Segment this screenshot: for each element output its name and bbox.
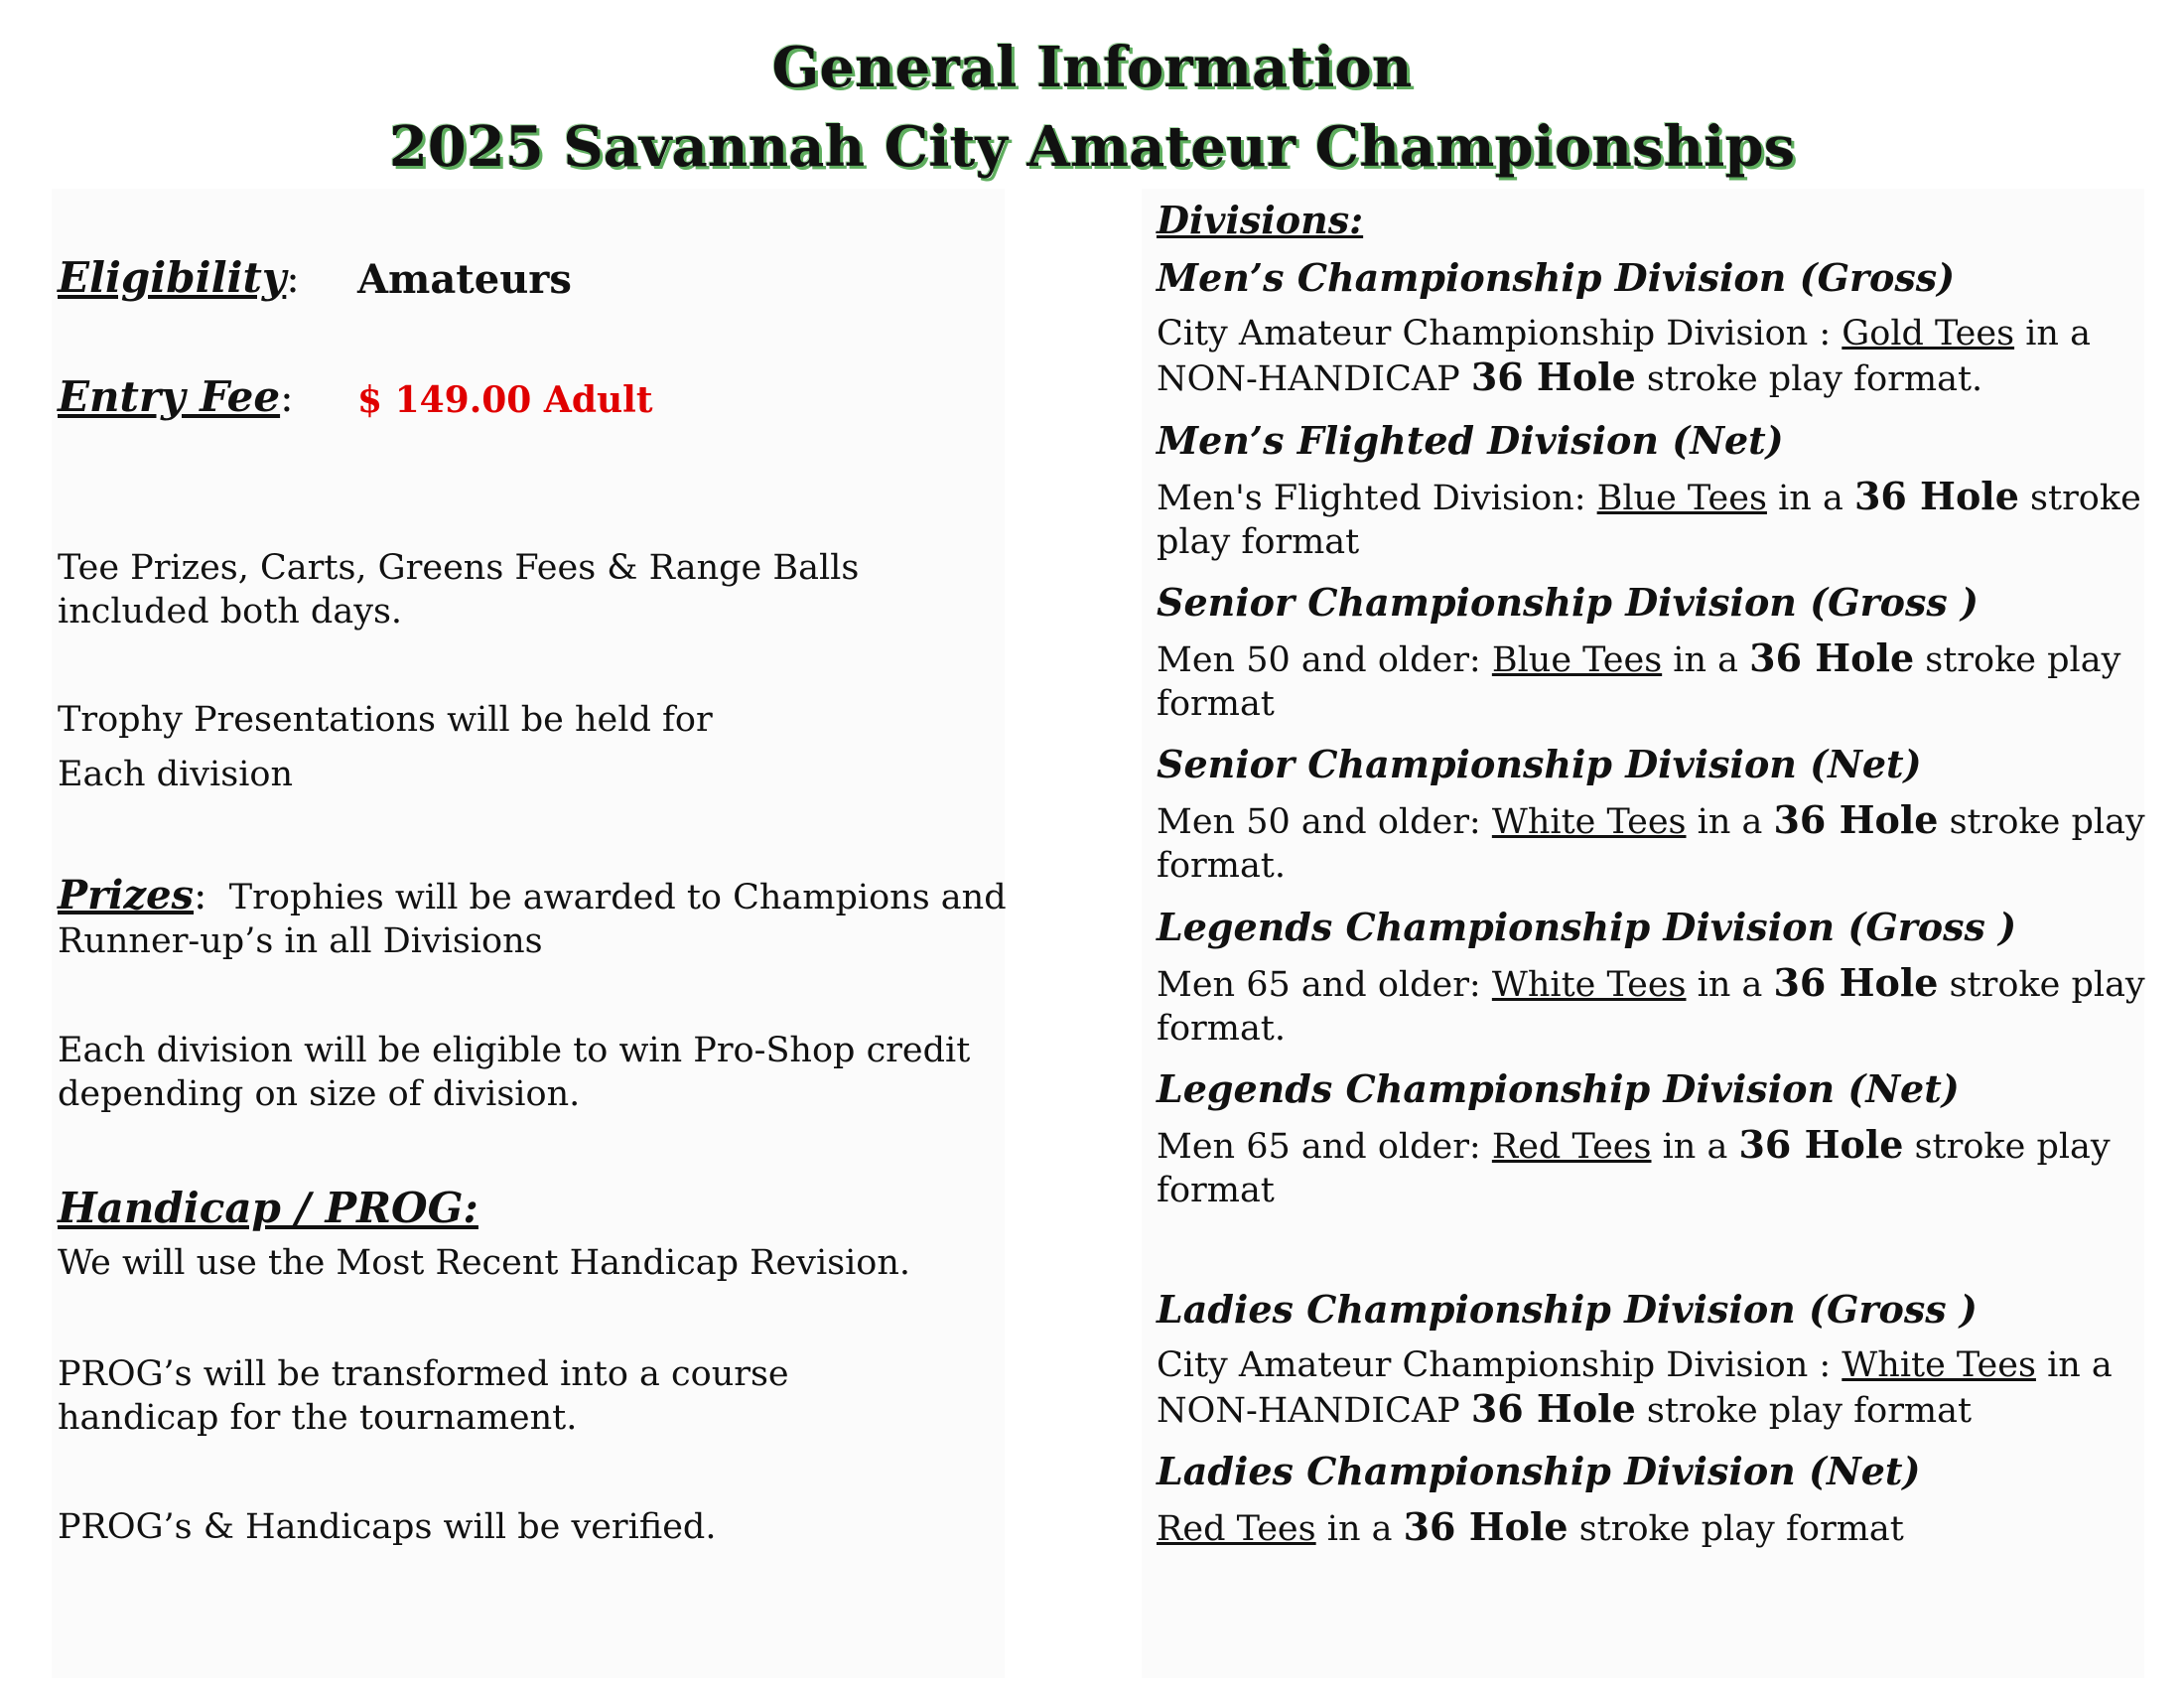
division-middle: in a NON-HANDICAP: [1157, 314, 2091, 399]
division-prefix: Men's Flighted Division:: [1157, 479, 1597, 518]
trophy-text-line1: Trophy Presentations will be held for: [58, 700, 713, 740]
division-middle: in a: [1662, 640, 1750, 680]
entry-fee-label: Entry Fee: [58, 372, 281, 421]
division-tee: Red Tees: [1157, 1509, 1316, 1549]
division-suffix: stroke play format: [1568, 1509, 1904, 1549]
eligibility-row: Eligibility:: [58, 253, 300, 302]
division-hole-count: 36 Hole: [1749, 635, 1915, 680]
division-description: [1157, 1505, 2149, 1551]
division-middle: in a: [1686, 965, 1774, 1005]
division-middle: in a NON-HANDICAP: [1157, 1345, 2113, 1431]
trophy-text-line2: Each division: [58, 755, 294, 794]
division-tee: White Tees: [1491, 965, 1687, 1005]
division-description: [1157, 636, 2149, 726]
division-suffix: stroke play format: [1157, 1127, 2111, 1210]
division-heading: Men’s Flighted Division (Net): [1157, 418, 1784, 463]
division-hole-count: 36 Hole: [1403, 1504, 1569, 1549]
division-heading: Men’s Championship Division (Gross): [1157, 255, 1956, 300]
division-middle: in a: [1686, 802, 1774, 842]
division-suffix: stroke play format.: [1157, 802, 2145, 886]
handicap-label: Handicap / PROG:: [58, 1184, 478, 1232]
division-hole-count: 36 Hole: [1773, 797, 1939, 842]
division-tee: White Tees: [1842, 1345, 2036, 1385]
proshop-text: Each division will be eligible to win Pro-Shop credit depending on size of division.: [58, 1031, 971, 1114]
prizes-text: Trophies will be awarded to Champions and Runner-up’s in all Divisions: [58, 878, 1007, 961]
division-suffix: stroke play format: [1157, 640, 2121, 724]
verify-text: PROG’s & Handicaps will be verified.: [58, 1507, 717, 1547]
divisions-heading: [1157, 199, 1363, 242]
division-description: [1157, 1343, 2149, 1433]
prog-text: PROG’s will be transformed into a course handicap for the tournament.: [58, 1354, 789, 1438]
division-hole-count: 36 Hole: [1470, 1386, 1636, 1431]
handicap-text: We will use the Most Recent Handicap Revision.: [58, 1243, 911, 1283]
division-heading: Ladies Championship Division (Gross ): [1157, 1287, 1978, 1332]
division-heading: Legends Championship Division (Gross ): [1157, 905, 2017, 949]
division-tee: White Tees: [1491, 802, 1687, 842]
division-hole-count: 36 Hole: [1738, 1122, 1904, 1167]
division-prefix: Men 50 and older:: [1157, 640, 1492, 680]
included-text: Tee Prizes, Carts, Greens Fees & Range Balls included both days.: [58, 548, 860, 632]
division-description: [1157, 798, 2149, 888]
division-tee: Red Tees: [1491, 1127, 1652, 1167]
division-description: [1157, 312, 2149, 401]
division-prefix: City Amateur Championship Division :: [1157, 314, 1843, 353]
division-suffix: stroke play format: [1635, 1391, 1973, 1431]
eligibility-value: Amateurs: [357, 256, 572, 303]
prizes-label: Prizes: [58, 872, 195, 918]
entry-fee-value: $ 149.00 Adult: [357, 379, 653, 421]
division-heading: Senior Championship Division (Net): [1157, 742, 1922, 786]
division-middle: in a: [1766, 479, 1854, 518]
division-hole-count: 36 Hole: [1853, 474, 2019, 518]
eligibility-label: Eligibility: [58, 253, 287, 302]
division-description: [1157, 961, 2149, 1051]
page-title-line2: 2025 Savannah City Amateur Championships: [388, 114, 1796, 180]
division-middle: in a: [1315, 1509, 1404, 1549]
division-description: [1157, 1123, 2149, 1212]
divisions-label: Divisions:: [1157, 198, 1364, 242]
division-middle: in a: [1651, 1127, 1739, 1167]
division-heading: Legends Championship Division (Net): [1157, 1066, 1960, 1111]
division-suffix: stroke play format: [1157, 479, 2141, 562]
division-hole-count: 36 Hole: [1470, 354, 1636, 399]
division-prefix: City Amateur Championship Division :: [1157, 1345, 1843, 1385]
prizes-paragraph: Prizes: Trophies will be awarded to Champions and Runner-up’s in all Divisions: [58, 872, 1007, 961]
division-prefix: Men 65 and older:: [1157, 965, 1492, 1005]
entry-fee-row: Entry Fee:: [58, 372, 294, 421]
division-prefix: Men 50 and older:: [1157, 802, 1492, 842]
division-hole-count: 36 Hole: [1773, 960, 1939, 1005]
division-heading: Senior Championship Division (Gross ): [1157, 580, 1979, 625]
division-tee: Blue Tees: [1596, 479, 1767, 518]
division-heading: Ladies Championship Division (Net): [1157, 1449, 1921, 1493]
division-tee: Blue Tees: [1491, 640, 1663, 680]
division-suffix: stroke play format.: [1157, 965, 2145, 1049]
division-prefix: Men 65 and older:: [1157, 1127, 1492, 1167]
division-description: [1157, 475, 2149, 564]
division-suffix: stroke play format.: [1635, 359, 1983, 399]
page-title-line1: General Information: [771, 35, 1413, 100]
handicap-heading: [58, 1184, 478, 1232]
division-tee: Gold Tees: [1842, 314, 2015, 353]
